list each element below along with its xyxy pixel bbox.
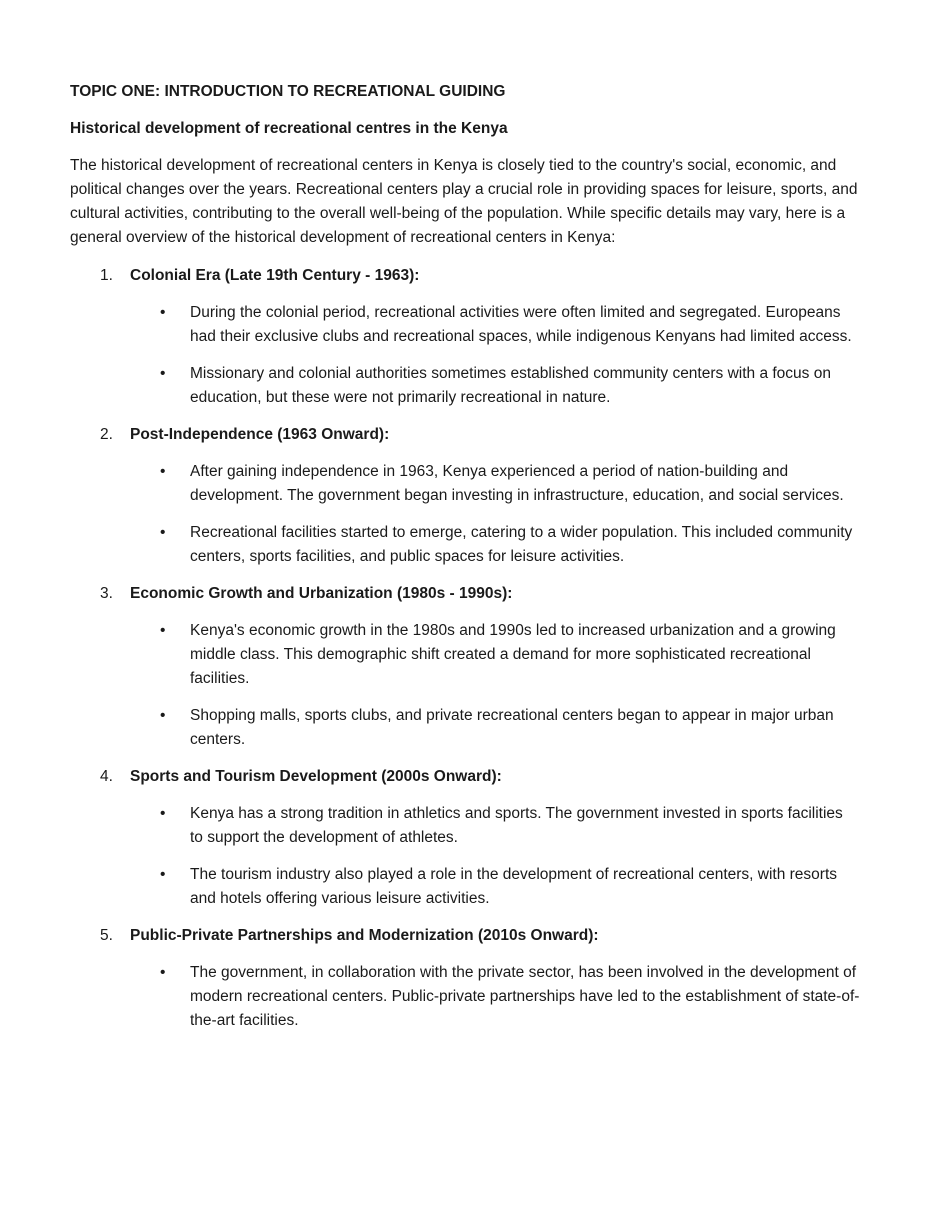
bullet-icon: • (160, 304, 166, 321)
section-heading (70, 582, 860, 606)
section-post-independence (70, 423, 860, 569)
section-heading (70, 423, 860, 447)
section-number: 3. (100, 585, 113, 602)
section-title: Economic Growth and Urbanization (1980s - 1990s): (130, 585, 513, 602)
section-public-private (70, 924, 860, 1033)
bullet-icon: • (160, 805, 166, 822)
bullet-item (70, 863, 860, 911)
section-number: 5. (100, 927, 113, 944)
section-economic-growth (70, 582, 860, 752)
bullet-icon: • (160, 707, 166, 724)
bullet-item (70, 802, 860, 850)
bullet-icon: • (160, 964, 166, 981)
bullet-text: Kenya has a strong tradition in athletics and sports. The government invested in sports facilities to support the development of athletes. (190, 805, 843, 846)
bullet-text: Shopping malls, sports clubs, and private recreational centers began to appear in major urban centers. (190, 707, 834, 748)
bullet-item (70, 619, 860, 691)
section-colonial-era (70, 264, 860, 410)
bullet-icon: • (160, 524, 166, 541)
bullet-item (70, 961, 860, 1033)
bullet-text: Recreational facilities started to emerge, catering to a wider population. This included community centers, sports facilities, and public spaces for leisure activities. (190, 524, 853, 565)
bullet-item (70, 704, 860, 752)
document-title: TOPIC ONE: INTRODUCTION TO RECREATIONAL GUIDING (70, 83, 506, 100)
section-number: 4. (100, 768, 113, 785)
intro-paragraph: The historical development of recreational centers in Kenya is closely tied to the country's social, economic, and political changes over the years. Recreational centers play a crucial role in providing spaces for leisure, sports, and cultural activities, contributing to the overall well-being of the population. While specific details may vary, here is a general overview of the historical development of recreational centers in Kenya: (70, 157, 858, 246)
document-subtitle: Historical development of recreational centres in the Kenya (70, 120, 508, 137)
bullet-item (70, 301, 860, 349)
section-number: 1. (100, 267, 113, 284)
bullet-text: The tourism industry also played a role in the development of recreational centers, with resorts and hotels offering various leisure activities. (190, 866, 838, 907)
section-title: Sports and Tourism Development (2000s Onward): (130, 768, 502, 785)
bullet-text: During the colonial period, recreational activities were often limited and segregated. Europeans had their exclusive clubs and recreational spaces, while indigenous Kenyans had limited access. (190, 304, 852, 345)
section-heading (70, 924, 860, 948)
bullet-text: After gaining independence in 1963, Kenya experienced a period of nation-building and development. The government began investing in infrastructure, education, and social services. (190, 463, 844, 504)
bullet-text: The government, in collaboration with the private sector, has been involved in the development of modern recreational centers. Public-private partnerships have led to the establishment of state-of-the-art facilities. (190, 964, 860, 1029)
section-number: 2. (100, 426, 113, 443)
bullet-icon: • (160, 365, 166, 382)
bullet-item (70, 362, 860, 410)
section-sports-tourism (70, 765, 860, 911)
section-title: Public-Private Partnerships and Modernization (2010s Onward): (130, 927, 599, 944)
bullet-text: Kenya's economic growth in the 1980s and 1990s led to increased urbanization and a growing middle class. This demographic shift created a demand for more sophisticated recreational facilities. (190, 622, 836, 687)
section-heading (70, 765, 860, 789)
bullet-icon: • (160, 866, 166, 883)
bullet-item (70, 521, 860, 569)
bullet-item (70, 460, 860, 508)
bullet-text: Missionary and colonial authorities sometimes established community centers with a focus on education, but these were not primarily recreational in nature. (190, 365, 831, 406)
bullet-icon: • (160, 622, 166, 639)
bullet-icon: • (160, 463, 166, 480)
section-title: Post-Independence (1963 Onward): (130, 426, 390, 443)
section-title: Colonial Era (Late 19th Century - 1963): (130, 267, 420, 284)
section-heading (70, 264, 860, 288)
